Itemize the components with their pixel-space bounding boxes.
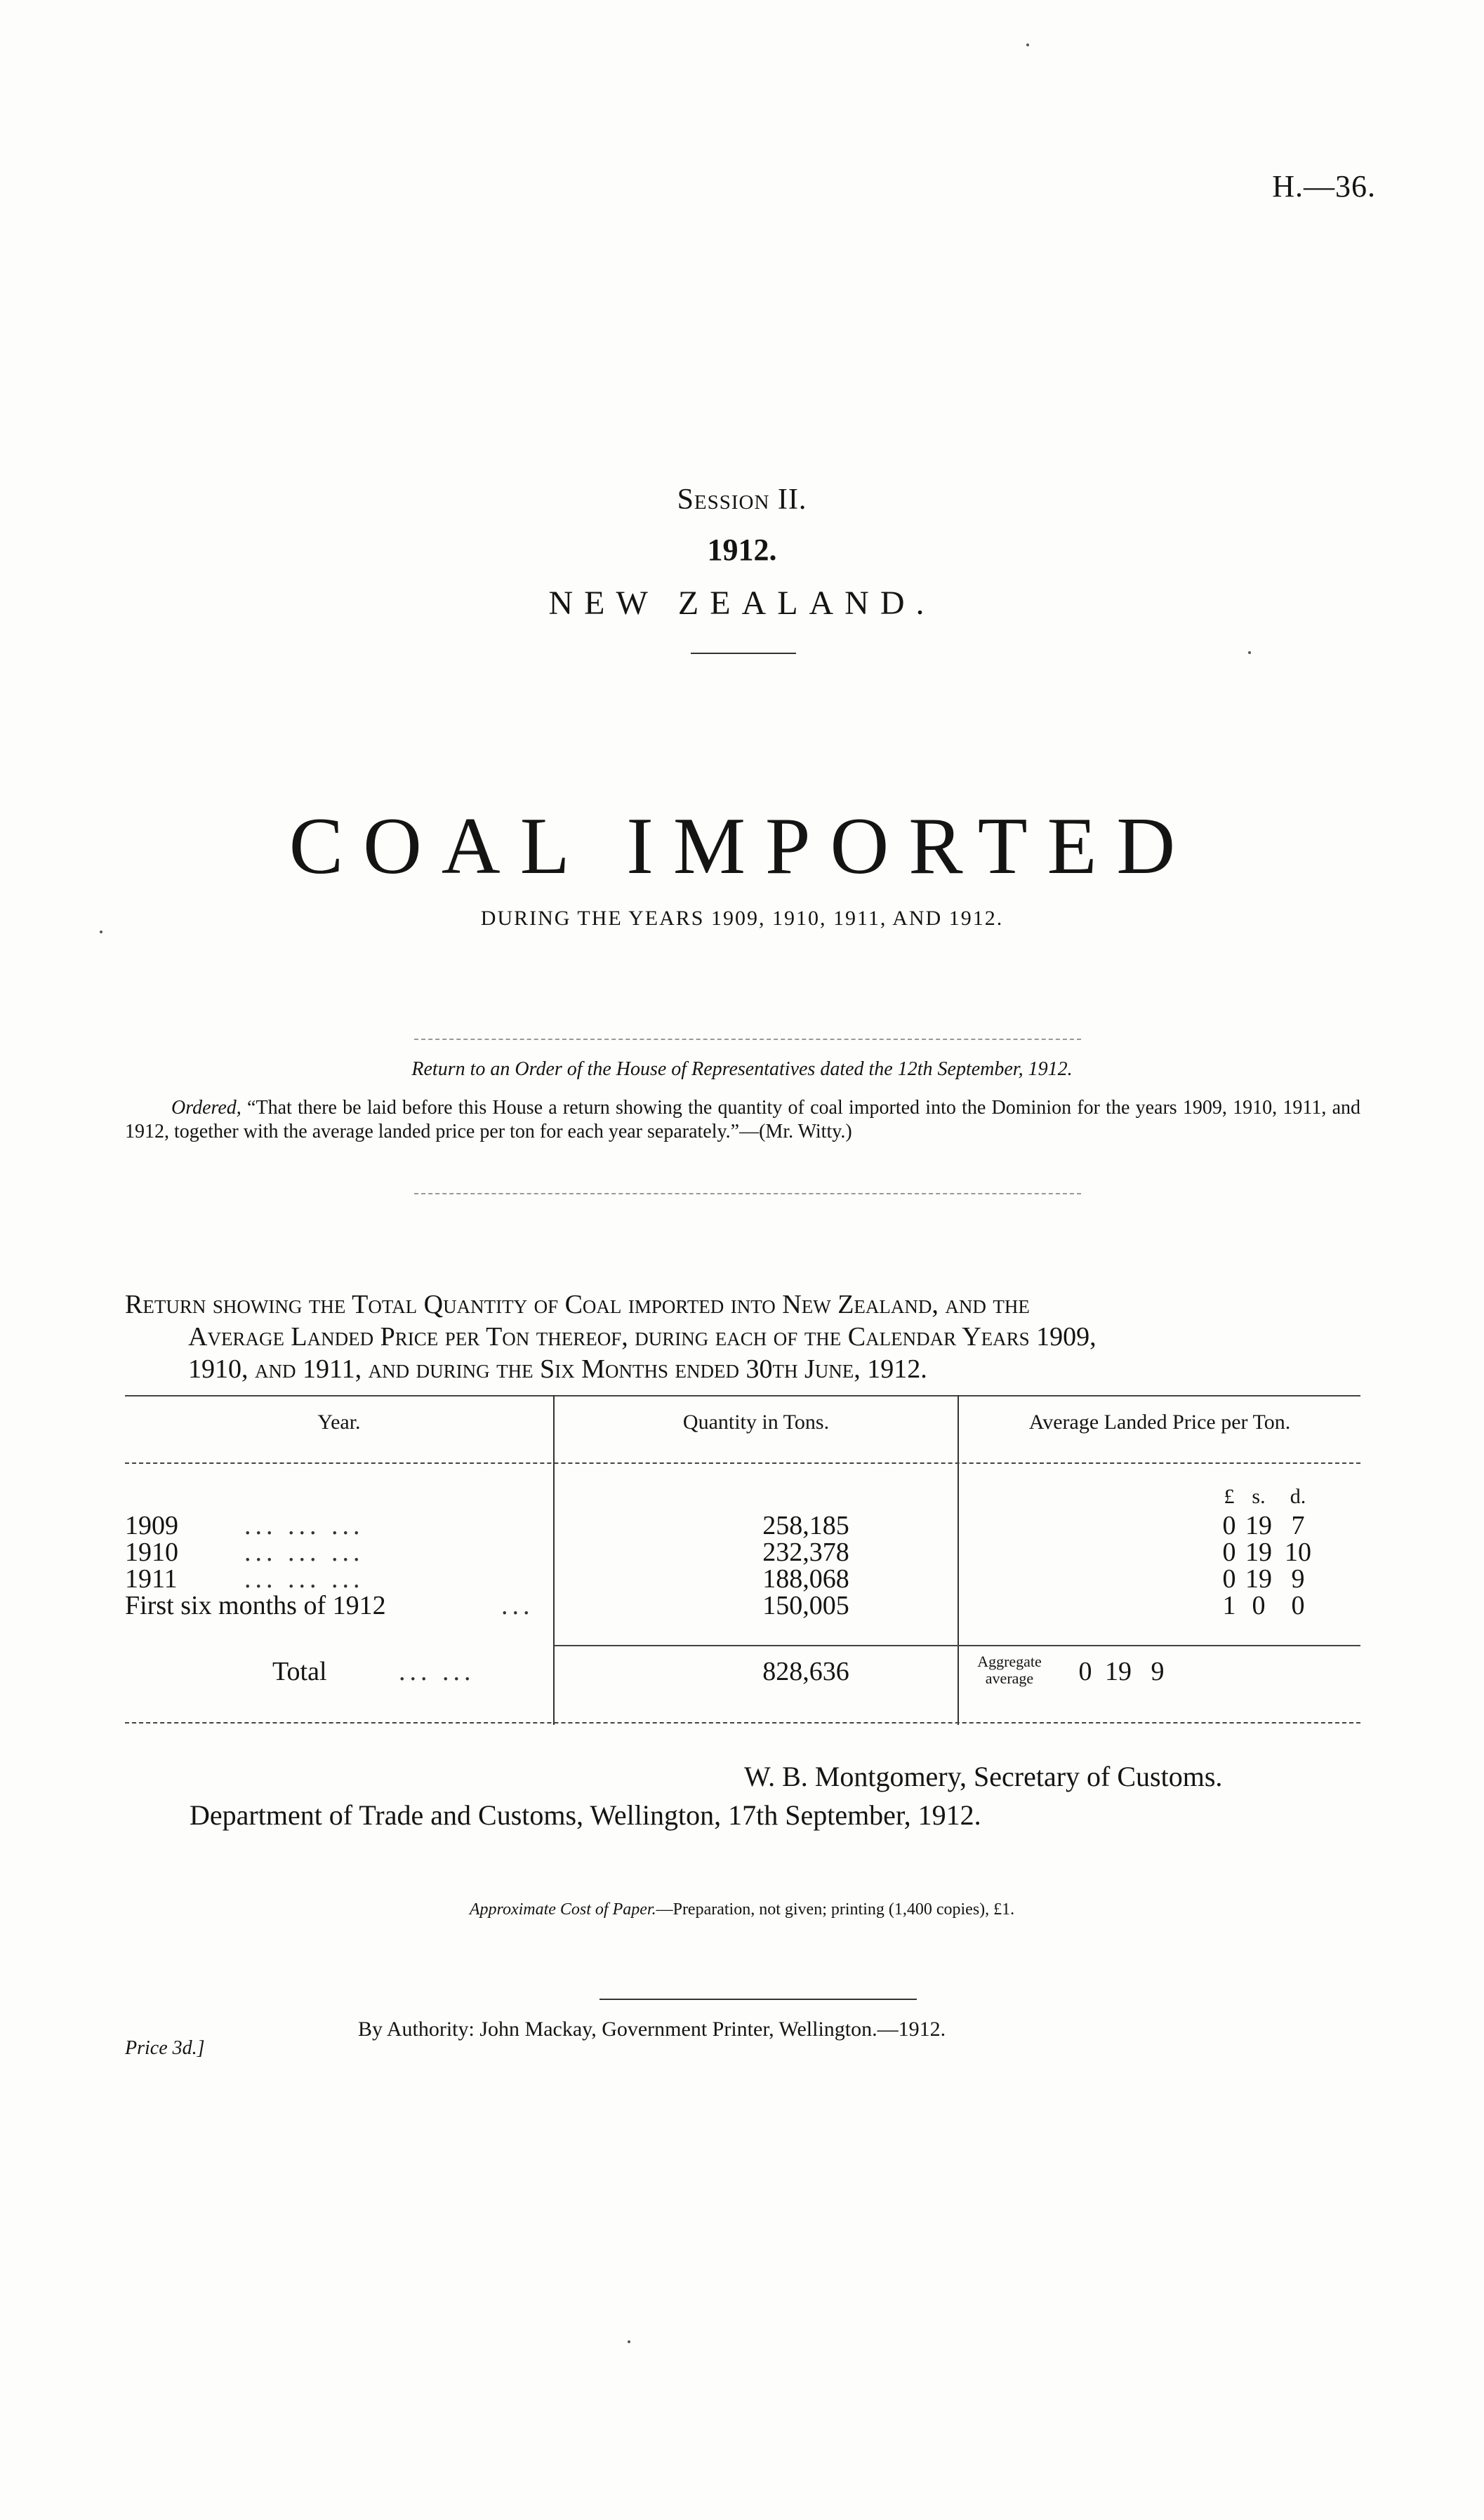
coal-import-table [125,1395,1360,1732]
country-name: NEW ZEALAND. [548,585,936,622]
session-label: Session II. [677,484,807,516]
pence-cell: 9 [1151,1657,1165,1686]
section-divider [414,1193,1081,1194]
header-rule [125,1462,1360,1464]
aggregate-average-label [960,1653,1059,1687]
quantity-cell: 258,185 [762,1511,849,1540]
order-text [125,1096,1360,1144]
return-title-line: Average Landed Price per Ton thereof, during each of the Calendar Years 1909, [188,1322,1097,1352]
shillings-cell: 19 [1245,1511,1272,1540]
ordered-label: Ordered, [171,1097,241,1119]
printer-imprint: By Authority: John Mackay, Government Printer, Wellington.—1912. [358,2018,946,2041]
section-divider [414,1039,1081,1040]
speck-mark [628,2340,630,2343]
year-cell: 1909 [125,1511,178,1540]
pence-cell: 0 [1291,1591,1305,1620]
price-note: Price 3d.] [125,2037,205,2059]
pounds-cell: 0 [1222,1511,1236,1540]
speck-mark [100,931,102,933]
table-top-rule [125,1395,1360,1396]
total-row [125,1653,1360,1687]
return-title-line: Return showing the Total Quantity of Coal imported into New Zealand, and the [125,1290,1030,1319]
pounds-cell: 0 [1222,1564,1236,1594]
pence-cell: 7 [1291,1511,1305,1540]
cost-text: —Preparation, not given; printing (1,400 copies), £1. [656,1900,1015,1919]
title-divider [691,653,796,654]
leader-dots: ... ... ... [244,1511,364,1540]
table-row [125,1537,1360,1565]
quantity-cell: 188,068 [762,1564,849,1594]
total-rule [555,1645,1360,1646]
table-row [125,1590,1360,1618]
pounds-header: £ [1224,1485,1235,1508]
total-label: Total [272,1657,327,1686]
leader-dots: ... ... ... [244,1564,364,1594]
money-header-row [125,1485,1360,1513]
quantity-cell: 232,378 [762,1538,849,1567]
pounds-cell: 0 [1222,1538,1236,1567]
leader-dots: ... ... ... [244,1538,364,1567]
cost-note [0,1900,1484,1919]
order-heading: Return to an Order of the House of Representatives dated the 12th September, 1912. [411,1058,1073,1080]
speck-mark [1026,44,1029,46]
year-cell: 1910 [125,1538,178,1567]
leader-dots: ... [501,1591,534,1620]
main-title: COAL IMPORTED [289,801,1195,891]
shillings-cell: 19 [1245,1564,1272,1594]
return-title-line: 1910, and 1911, and during the Six Months ended 30th June, 1912. [188,1354,927,1384]
quantity-cell: 150,005 [762,1591,849,1620]
footer-divider [599,1999,917,2000]
table-row [125,1510,1360,1538]
leader-dots: ... ... [399,1657,475,1686]
table-row [125,1564,1360,1592]
shillings-cell: 0 [1252,1591,1266,1620]
subtitle: DURING THE YEARS 1909, 1910, 1911, AND 1912. [480,907,1004,930]
shillings-cell: 19 [1105,1657,1132,1686]
total-quantity: 828,636 [762,1657,849,1686]
year-cell: First six months of 1912 [125,1591,386,1620]
aggregate-label: Aggregate [977,1653,1042,1670]
year-cell: 1911 [125,1564,178,1594]
document-reference: H.—36. [1272,169,1376,204]
pounds-cell: 0 [1078,1657,1092,1686]
pence-cell: 10 [1285,1538,1311,1567]
department-line: Department of Trade and Customs, Wellington, 17th September, 1912. [190,1799,981,1831]
header-price: Average Landed Price per Ton. [1028,1411,1291,1434]
return-title [125,1288,1360,1385]
header-quantity: Quantity in Tons. [682,1411,830,1434]
session-year: 1912. [707,533,777,567]
header-year: Year. [317,1411,361,1434]
speck-mark [1248,651,1251,654]
pounds-cell: 1 [1222,1591,1236,1620]
shillings-header: s. [1252,1485,1266,1508]
signatory-line: W. B. Montgomery, Secretary of Customs. [744,1761,1223,1792]
shillings-cell: 19 [1245,1538,1272,1567]
order-quote: “That there be laid before this House a return showing the quantity of coal imported into the Dominion for the years 1909, 1910, 1911, and 1912, together with the average landed price per ton for each year separately.”—(Mr. Witty.) [125,1097,1360,1142]
average-label: average [985,1669,1034,1687]
pence-cell: 9 [1291,1564,1305,1594]
table-bottom-rule [125,1722,1360,1724]
pence-header: d. [1290,1485,1306,1508]
cost-label: Approximate Cost of Paper. [469,1900,656,1919]
